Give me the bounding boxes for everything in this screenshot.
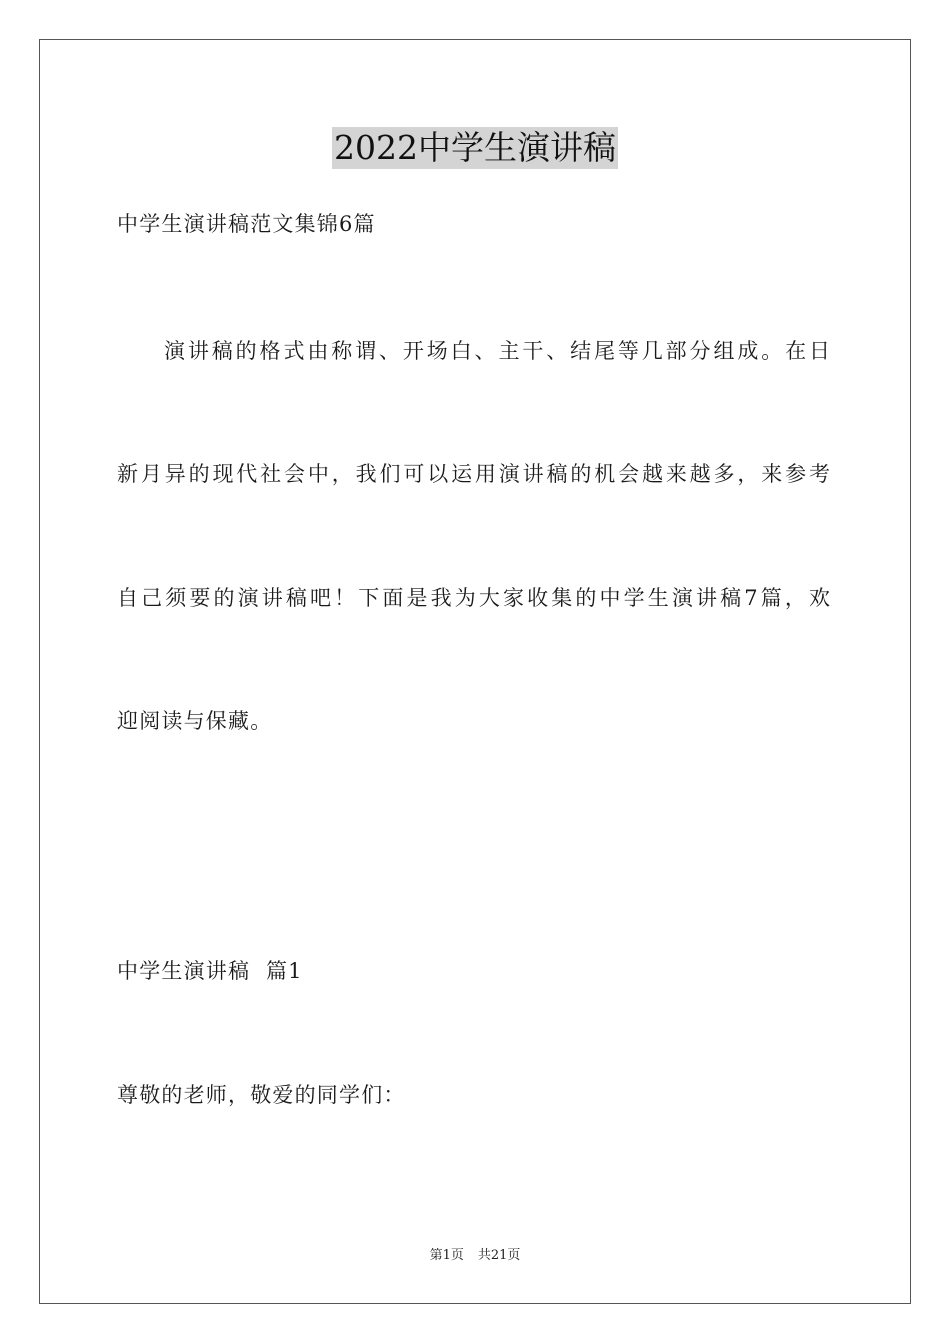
intro-line-1: 演讲稿的格式由称谓、开场白、主干、结尾等几部分组成。在日 — [164, 339, 830, 363]
document-subtitle: 中学生演讲稿范文集锦6篇 — [117, 212, 376, 236]
section-heading: 中学生演讲稿 篇1 — [117, 959, 303, 983]
page-footer — [0, 1247, 950, 1265]
intro-line-2: 新月异的现代社会中，我们可以运用演讲稿的机会越来越多，来参考 — [117, 462, 830, 486]
intro-line-3: 自己须要的演讲稿吧！下面是我为大家收集的中学生演讲稿7篇，欢 — [117, 586, 830, 610]
intro-line-4: 迎阅读与保藏。 — [117, 709, 273, 733]
greeting-line: 尊敬的老师，敬爱的同学们： — [117, 1083, 406, 1107]
document-title: 2022中学生演讲稿 — [334, 128, 616, 167]
page-number: 第1页 — [429, 1248, 464, 1263]
title-container — [0, 127, 950, 169]
page-total: 共21页 — [477, 1248, 521, 1263]
